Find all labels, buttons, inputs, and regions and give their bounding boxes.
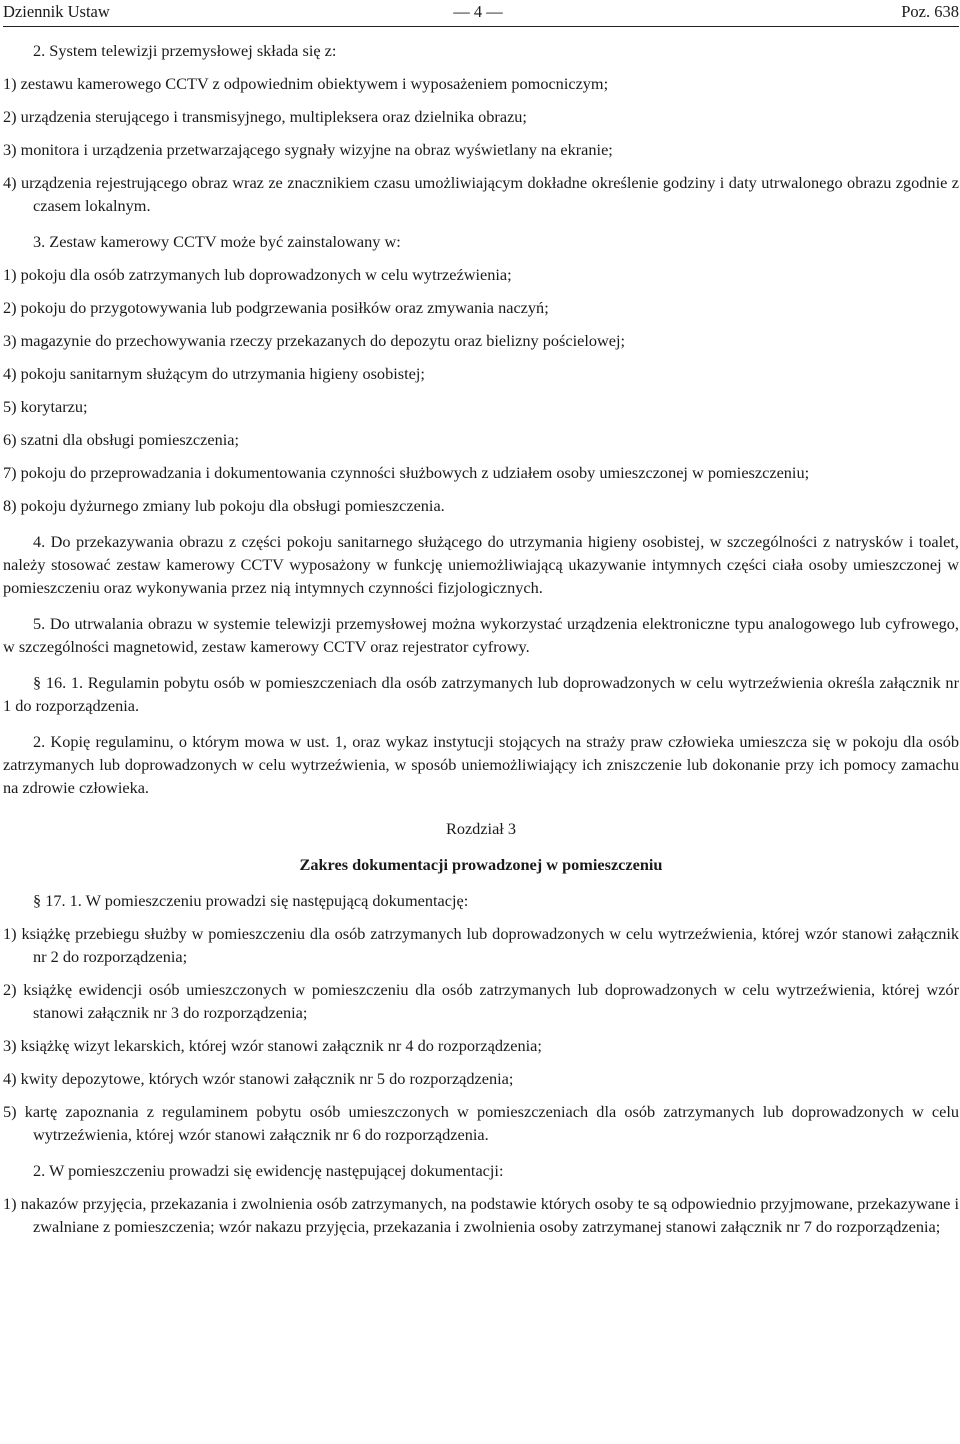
list-item: 1) zestawu kamerowego CCTV z odpowiednim obiektywem i wyposażeniem pomocniczym; [3,74,609,93]
paragraph-2-intro: 2. System telewizji przemysłowej składa się z: [33,41,337,60]
section-16-1: § 16. 1. Regulamin pobytu osób w pomieszczeniach dla osób zatrzymanych lub doprowadzonych w celu wytrzeźwienia określa załącznik nr 1 do rozporządzenia. [3,673,959,715]
page-number: — 4 — [453,2,503,21]
list-item: 2) książkę ewidencji osób umieszczonych w pomieszczeniu dla osób zatrzymanych lub doprowadzonych w celu wytrzeźwienia, której wzór stanowi załącznik nr 3 do rozporządzenia; [3,980,959,1022]
list-item: 2) pokoju do przygotowywania lub podgrzewania posiłków oraz zmywania naczyń; [3,298,549,317]
publication-title: Dziennik Ustaw [3,2,110,21]
list-item: 5) kartę zapoznania z regulaminem pobytu osób umieszczonych w pomieszczeniach dla osób zatrzymanych lub doprowadzonych w celu wytrzeźwienia, której wzór stanowi załącznik nr 6 do rozporządzenia. [3,1102,959,1144]
list-item: 1) nakazów przyjęcia, przekazania i zwolnienia osób zatrzymanych, na podstawie których osoby te są odpowiednio przyjmowane, przekazywane i zwalniane z pomieszczenia; wzór nakazu przyjęcia, przekazania i zwolnienia osoby zatrzymanej stanowi załącznik nr 7 do rozporządzenia; [3,1194,959,1236]
list-item: 1) pokoju dla osób zatrzymanych lub doprowadzonych w celu wytrzeźwienia; [3,265,512,284]
document-body [3,39,959,1238]
chapter-title: Zakres dokumentacji prowadzonej w pomieszczeniu [299,855,663,874]
list-item: 3) magazynie do przechowywania rzeczy przekazanych do depozytu oraz bielizny pościelowej; [3,331,626,350]
section-17-2-intro: 2. W pomieszczeniu prowadzi się ewidencję następującej dokumentacji: [33,1161,504,1180]
section-16-2: 2. Kopię regulaminu, o którym mowa w ust. 1, oraz wykaz instytucji stojących na straży praw człowieka umieszcza się w pokoju dla osób zatrzymanych lub doprowadzonych w celu wytrzeźwienia, w sposób uniemożliwiający ich zniszczenie lub dokonanie przy ich pomocy zamachu na zdrowie człowieka. [3,732,959,797]
list-item: 3) monitora i urządzenia przetwarzającego sygnały wizyjne na obraz wyświetlany na ekranie; [3,140,613,159]
list-item: 4) kwity depozytowe, których wzór stanowi załącznik nr 5 do rozporządzenia; [3,1069,514,1088]
list-item: 4) urządzenia rejestrującego obraz wraz ze znacznikiem czasu umożliwiającym dokładne określenie godziny i daty utrwalonego obrazu zgodnie z czasem lokalnym. [3,173,959,215]
page-header [3,0,959,27]
paragraph-4: 4. Do przekazywania obrazu z części pokoju sanitarnego służącego do utrzymania higieny osobistej, w szczególności z natrysków i toalet, należy stosować zestaw kamerowy CCTV wyposażony w funkcję uniemożliwiającą ukazywanie intymnych części ciała osoby umieszczonej w pomieszczeniu oraz wykonywania przez nią intymnych czynności fizjologicznych. [3,532,959,597]
document-page [3,0,959,1238]
list-item: 8) pokoju dyżurnego zmiany lub pokoju dla obsługi pomieszczenia. [3,496,445,515]
list-item: 3) książkę wizyt lekarskich, której wzór stanowi załącznik nr 4 do rozporządzenia; [3,1036,542,1055]
position-number: Poz. 638 [901,2,959,21]
paragraph-3-intro: 3. Zestaw kamerowy CCTV może być zainstalowany w: [33,232,401,251]
chapter-number: Rozdział 3 [445,819,517,838]
list-item: 2) urządzenia sterującego i transmisyjnego, multipleksera oraz dzielnika obrazu; [3,107,527,126]
list-item: 4) pokoju sanitarnym służącym do utrzymania higieny osobistej; [3,364,425,383]
paragraph-5: 5. Do utrwalania obrazu w systemie telewizji przemysłowej można wykorzystać urządzenia elektroniczne typu analogowego lub cyfrowego, w szczególności magnetowid, zestaw kamerowy CCTV oraz rejestrator cyfrowy. [3,614,959,656]
list-item: 7) pokoju do przeprowadzania i dokumentowania czynności służbowych z udziałem osoby umieszczonej w pomieszczeniu; [3,463,810,482]
section-17-1-intro: § 17. 1. W pomieszczeniu prowadzi się następującą dokumentację: [33,891,469,910]
list-item: 6) szatni dla obsługi pomieszczenia; [3,430,240,449]
list-item: 5) korytarzu; [3,397,88,416]
list-item: 1) książkę przebiegu służby w pomieszczeniu dla osób zatrzymanych lub doprowadzonych w celu wytrzeźwienia, której wzór stanowi załącznik nr 2 do rozporządzenia; [3,924,959,966]
